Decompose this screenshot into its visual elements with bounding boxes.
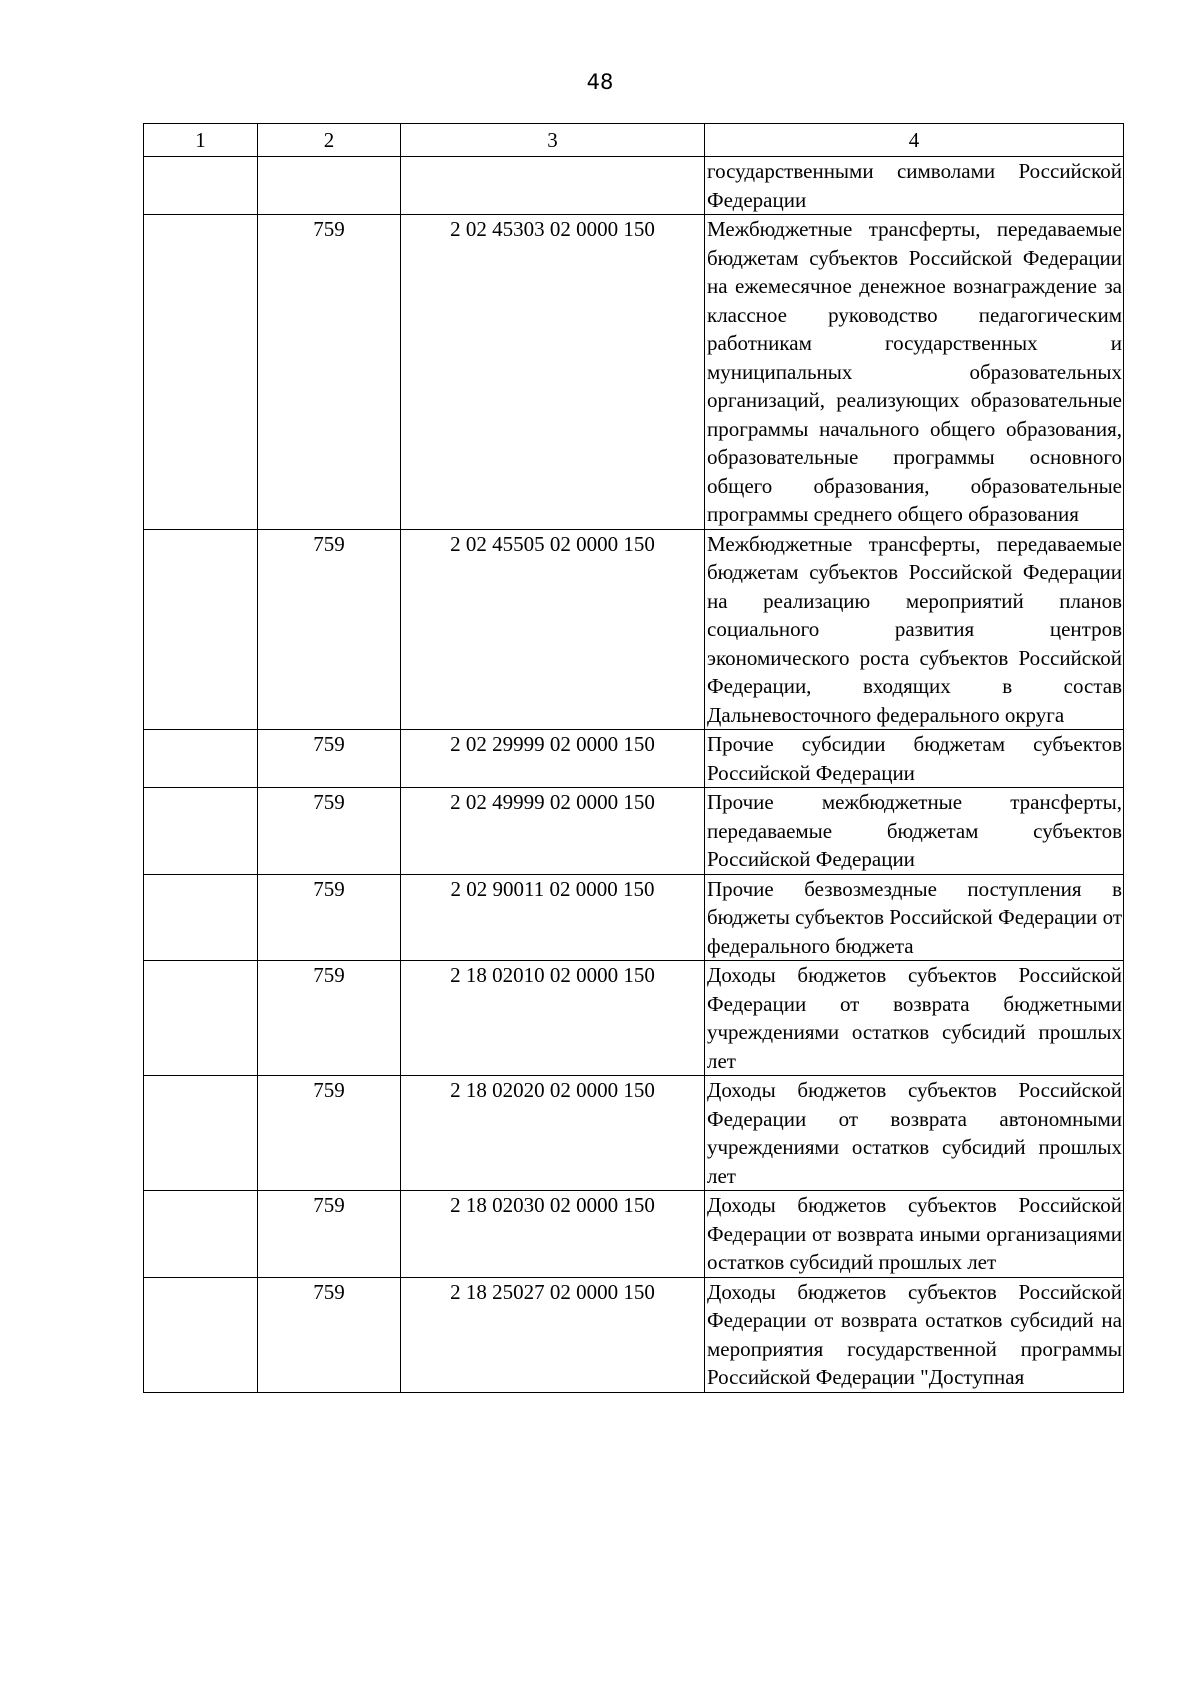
description-cell: Прочие безвозмездные поступления в бюджеты субъектов Российской Федерации от федерального бюджета — [705, 874, 1124, 961]
table-row — [144, 1076, 1124, 1191]
table-row — [144, 529, 1124, 730]
budget-code-table — [143, 123, 1124, 1393]
description-cell: Прочие субсидии бюджетам субъектов Российской Федерации — [705, 730, 1124, 788]
table-row — [144, 961, 1124, 1076]
table-row — [144, 788, 1124, 875]
row-col1-cell — [144, 1191, 258, 1278]
table-row — [144, 215, 1124, 530]
admin-code-cell: 759 — [258, 1076, 401, 1191]
page-number: 48 — [586, 70, 614, 94]
table-row — [144, 157, 1124, 215]
row-col1-cell — [144, 730, 258, 788]
admin-code-cell: 759 — [258, 788, 401, 875]
description-cell: Доходы бюджетов субъектов Российской Федерации от возврата иными организациями остатков субсидий прошлых лет — [705, 1191, 1124, 1278]
admin-code-cell: 759 — [258, 1191, 401, 1278]
description-cell: Доходы бюджетов субъектов Российской Федерации от возврата автономными учреждениями остатков субсидий прошлых лет — [705, 1076, 1124, 1191]
column-header-3: 3 — [401, 124, 705, 157]
description-cell: Доходы бюджетов субъектов Российской Федерации от возврата бюджетными учреждениями остатков субсидий прошлых лет — [705, 961, 1124, 1076]
budget-code-cell: 2 18 25027 02 0000 150 — [401, 1277, 705, 1392]
row-col1-cell — [144, 529, 258, 730]
description-cell: Прочие межбюджетные трансферты, передаваемые бюджетам субъектов Российской Федерации — [705, 788, 1124, 875]
table-row — [144, 730, 1124, 788]
budget-code-cell: 2 02 45303 02 0000 150 — [401, 215, 705, 530]
row-col1-cell — [144, 874, 258, 961]
admin-code-cell: 759 — [258, 730, 401, 788]
row-col1-cell — [144, 1076, 258, 1191]
row-col1-cell — [144, 215, 258, 530]
column-header-4: 4 — [705, 124, 1124, 157]
table-header-row — [144, 124, 1124, 157]
budget-code-cell: 2 18 02020 02 0000 150 — [401, 1076, 705, 1191]
description-cell: государственными символами Российской Федерации — [705, 157, 1124, 215]
admin-code-cell — [258, 157, 401, 215]
budget-code-cell: 2 02 90011 02 0000 150 — [401, 874, 705, 961]
description-cell: Межбюджетные трансферты, передаваемые бюджетам субъектов Российской Федерации на ежемесячное денежное вознаграждение за классное руководство педагогическим работникам государственных и муниципальных образовательных организаций, реализующих образовательные программы начального общего образования, образовательные программы основного общего образования, образовательные программы среднего общего образования — [705, 215, 1124, 530]
admin-code-cell: 759 — [258, 1277, 401, 1392]
budget-code-cell: 2 02 29999 02 0000 150 — [401, 730, 705, 788]
admin-code-cell: 759 — [258, 961, 401, 1076]
description-cell: Межбюджетные трансферты, передаваемые бюджетам субъектов Российской Федерации на реализацию мероприятий планов социального развития центров экономического роста субъектов Российской Федерации, входящих в состав Дальневосточного федерального округа — [705, 529, 1124, 730]
table-row — [144, 874, 1124, 961]
row-col1-cell — [144, 1277, 258, 1392]
admin-code-cell: 759 — [258, 215, 401, 530]
budget-code-cell: 2 02 49999 02 0000 150 — [401, 788, 705, 875]
table-row — [144, 1191, 1124, 1278]
table-row — [144, 1277, 1124, 1392]
row-col1-cell — [144, 788, 258, 875]
budget-code-cell: 2 02 45505 02 0000 150 — [401, 529, 705, 730]
budget-code-cell: 2 18 02030 02 0000 150 — [401, 1191, 705, 1278]
description-cell: Доходы бюджетов субъектов Российской Федерации от возврата остатков субсидий на мероприятия государственной программы Российской Федерации "Доступная — [705, 1277, 1124, 1392]
budget-code-cell: 2 18 02010 02 0000 150 — [401, 961, 705, 1076]
row-col1-cell — [144, 157, 258, 215]
admin-code-cell: 759 — [258, 874, 401, 961]
budget-code-cell — [401, 157, 705, 215]
column-header-1: 1 — [144, 124, 258, 157]
column-header-2: 2 — [258, 124, 401, 157]
row-col1-cell — [144, 961, 258, 1076]
admin-code-cell: 759 — [258, 529, 401, 730]
